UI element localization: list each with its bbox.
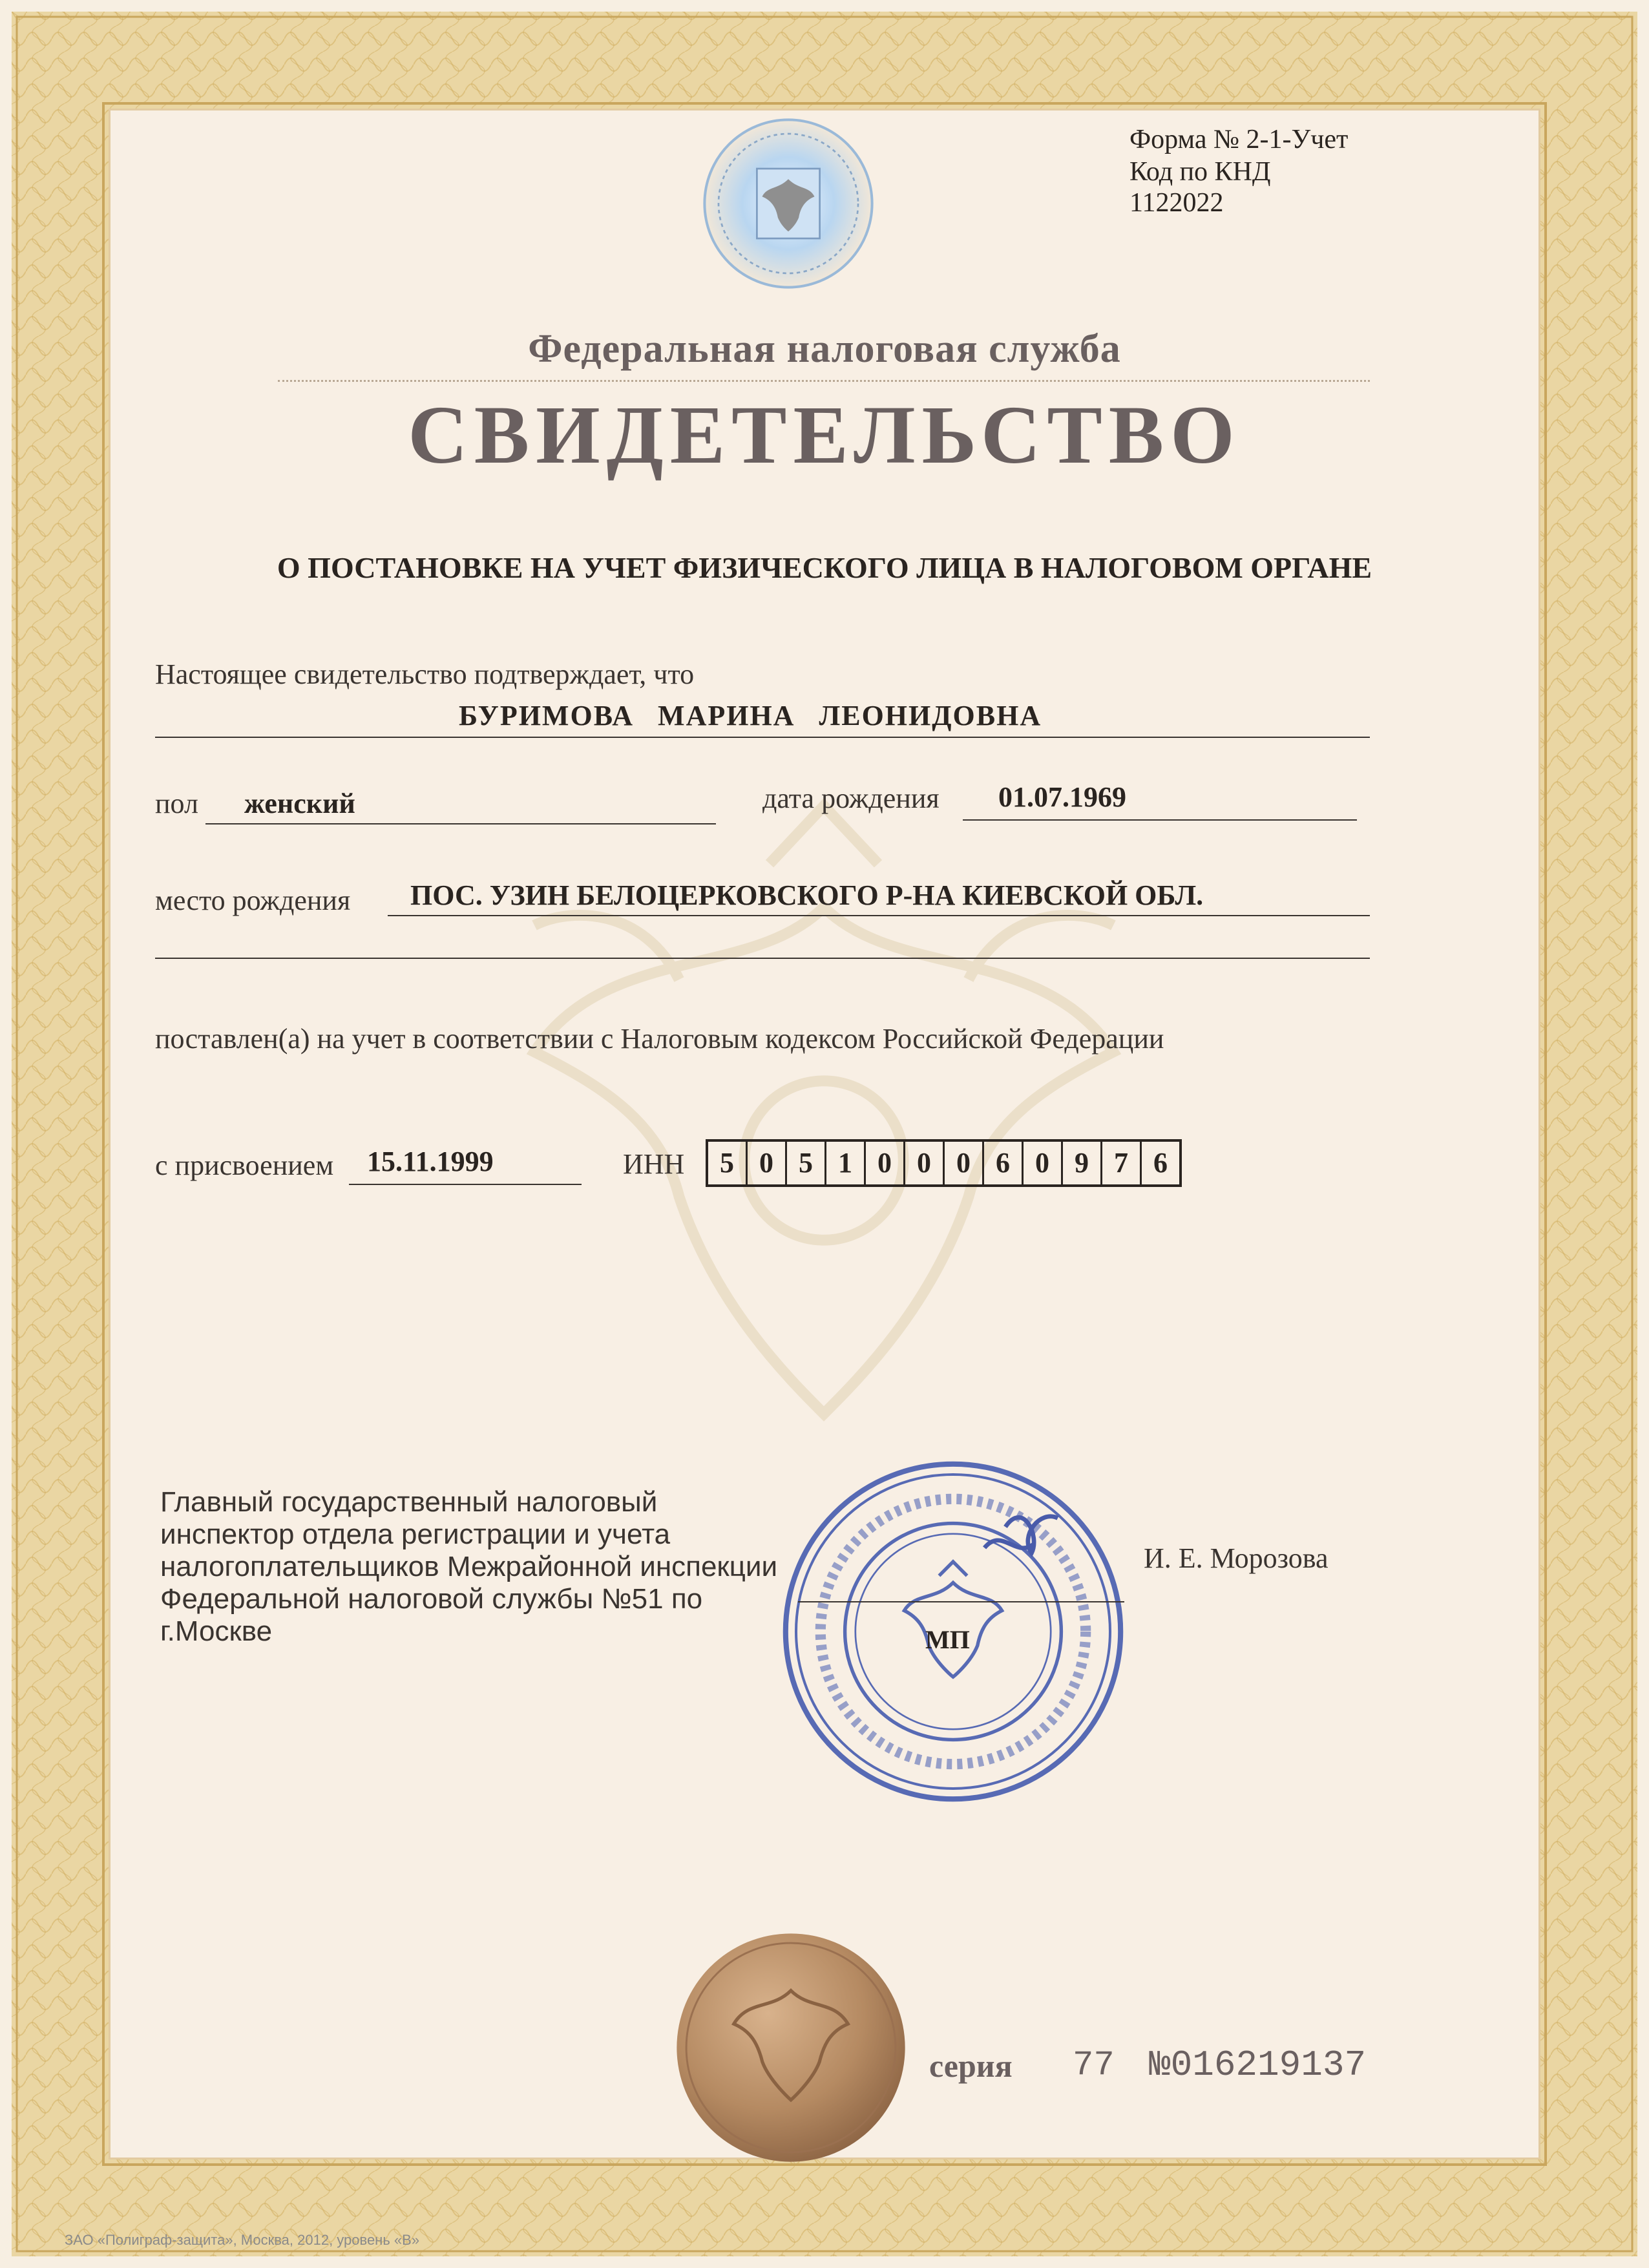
inn-digit: 1 bbox=[826, 1142, 866, 1184]
inn-label: ИНН bbox=[623, 1148, 685, 1180]
pob-underline bbox=[388, 915, 1370, 916]
bronze-seal-icon bbox=[672, 1929, 910, 2167]
dob-label: дата рождения bbox=[762, 782, 940, 814]
inn-digit: 0 bbox=[748, 1142, 787, 1184]
confirm-label: Настоящее свидетельство подтверждает, что bbox=[155, 658, 695, 690]
registered-text: поставлен(а) на учет в соответствии с Налоговым кодексом Российской Федерации bbox=[155, 1023, 1164, 1055]
mp-label: МП bbox=[925, 1625, 970, 1654]
inn-digit: 6 bbox=[984, 1142, 1024, 1184]
assigned-date: 15.11.1999 bbox=[367, 1146, 494, 1177]
dob-value: 01.07.1969 bbox=[998, 781, 1126, 813]
sex-label: пол bbox=[155, 788, 198, 819]
signer-name: И. Е. Морозова bbox=[1144, 1542, 1329, 1574]
eagle-watermark-icon bbox=[452, 762, 1195, 1486]
printer-imprint: ЗАО «Полиграф-защита», Москва, 2012, уровень «В» bbox=[65, 2232, 420, 2248]
document-title: СВИДЕТЕЛЬСТВО bbox=[408, 389, 1241, 481]
inn-digit: 0 bbox=[945, 1142, 984, 1184]
sex-underline bbox=[205, 823, 716, 824]
document-number: №016219137 bbox=[1149, 2044, 1367, 2086]
inn-digit: 0 bbox=[1024, 1142, 1063, 1184]
pob-label: место рождения bbox=[155, 885, 351, 916]
pob-underline-2 bbox=[155, 958, 1370, 959]
inn-number bbox=[706, 1139, 1182, 1187]
signer-title: Главный государственный налоговый инспектор отдела регистрации и учета налогоплательщиков Межрайонной инспекции Федеральной налоговой службы №51 по г.Москве bbox=[160, 1486, 778, 1647]
hologram-emblem-icon bbox=[701, 116, 876, 291]
assigned-underline bbox=[349, 1184, 582, 1185]
full-name: БУРИМОВА МАРИНА ЛЕОНИДОВНА bbox=[459, 700, 1042, 731]
agency-divider bbox=[278, 380, 1370, 382]
inn-digit: 5 bbox=[787, 1142, 826, 1184]
dob-underline bbox=[963, 819, 1357, 821]
agency-name: Федеральная налоговая служба bbox=[528, 327, 1121, 371]
knd-code: Код по КНД 1122022 bbox=[1129, 157, 1271, 218]
inn-digit: 7 bbox=[1102, 1142, 1142, 1184]
series-value: 77 bbox=[1073, 2046, 1115, 2085]
assigned-label: с присвоением bbox=[155, 1150, 334, 1181]
full-name-underline bbox=[155, 737, 1370, 738]
inn-digit: 5 bbox=[708, 1142, 748, 1184]
series-label: серия bbox=[929, 2048, 1013, 2084]
form-number: Форма № 2-1-Учет bbox=[1129, 125, 1349, 154]
signature-line bbox=[798, 1601, 1124, 1602]
document-subtitle: О ПОСТАНОВКЕ НА УЧЕТ ФИЗИЧЕСКОГО ЛИЦА В НАЛОГОВОМ ОРГАНЕ bbox=[277, 551, 1372, 584]
inn-digit: 6 bbox=[1153, 1147, 1168, 1179]
inn-digit: 9 bbox=[1063, 1142, 1102, 1184]
inn-digit: 0 bbox=[866, 1142, 905, 1184]
sex-value: женский bbox=[244, 788, 355, 819]
inn-digit: 0 bbox=[905, 1142, 945, 1184]
pob-value: ПОС. УЗИН БЕЛОЦЕРКОВСКОГО Р-НА КИЕВСКОЙ ОБЛ. bbox=[410, 879, 1204, 911]
